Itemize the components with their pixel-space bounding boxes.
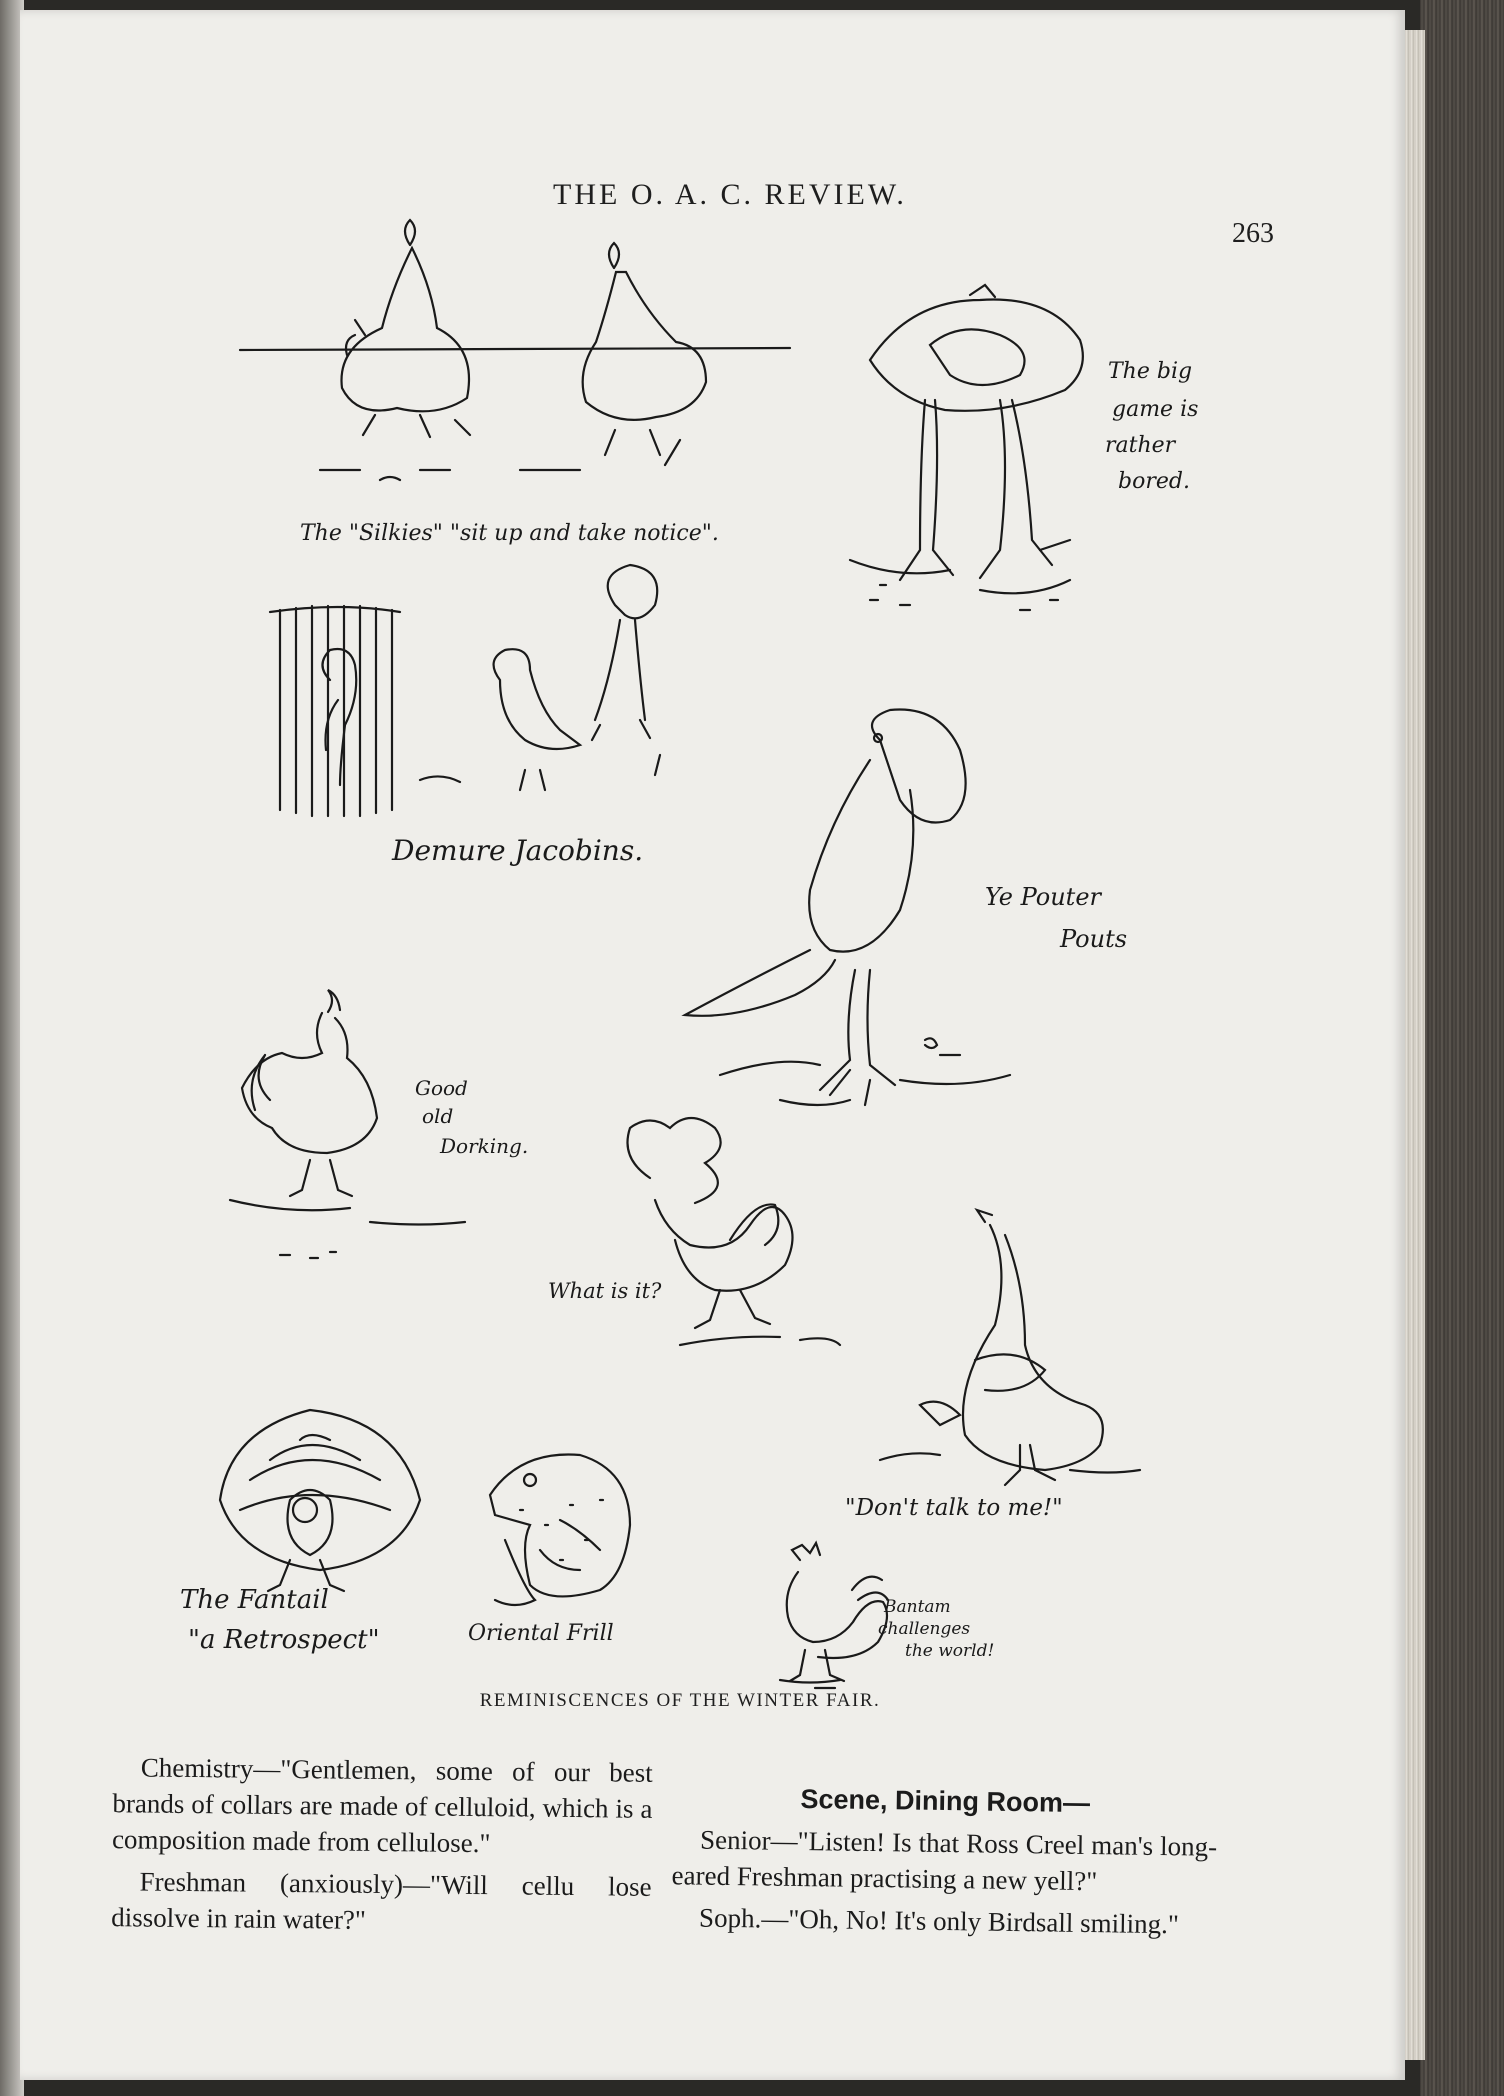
demure-jacobins-sketch [270, 565, 660, 816]
silkies-caption: The "Silkies" "sit up and take notice". [300, 521, 719, 546]
pouter-line-2: Pouts [1060, 925, 1128, 953]
bantam-caption [878, 1597, 994, 1661]
dont-talk-sketch [880, 1210, 1140, 1485]
silkies-sketch [240, 220, 790, 480]
scene-heading: Scene, Dining Room— [800, 1783, 1091, 1819]
big-game-line-3: rather [1105, 433, 1176, 458]
bantam-sketch [780, 1543, 888, 1688]
jacobins-caption: Demure Jacobins. [392, 834, 644, 867]
dorking-line-1: Good [415, 1076, 468, 1100]
dorking-line-3: Dorking. [440, 1134, 529, 1158]
big-game-line-4: bored. [1118, 469, 1190, 494]
fantail-line-1: The Fantail [180, 1585, 329, 1615]
oriental-frill-caption: Oriental Frill [468, 1621, 614, 1646]
fantail-line-2: "a Retrospect" [188, 1625, 380, 1655]
big-game-sketch [850, 285, 1083, 610]
left-column [111, 1749, 653, 1941]
bantam-line-1: Bantam [884, 1597, 951, 1617]
fantail-sketch [220, 1410, 420, 1591]
pouter-sketch [685, 710, 1010, 1106]
oriental-frill-sketch [490, 1455, 630, 1606]
what-is-it-caption: What is it? [548, 1279, 662, 1303]
figure-caption: REMINISCENCES OF THE WINTER FAIR. [479, 1690, 881, 1711]
freshman-paragraph: Freshman (anxiously)—"Will cellu lose dissolve in rain water?" [111, 1866, 652, 1935]
bantam-line-3: the world! [905, 1641, 995, 1661]
right-column [671, 1761, 1218, 1943]
big-game-line-1: The big [1108, 359, 1193, 384]
dorking-caption [415, 1076, 528, 1158]
dorking-line-2: old [422, 1104, 454, 1128]
big-game-caption [1105, 359, 1205, 494]
pouter-caption [985, 883, 1127, 953]
pouter-line-1: Ye Pouter [985, 883, 1101, 911]
soph-paragraph: Soph.—"Oh, No! It's only Birdsall smiling." [698, 1902, 1180, 1940]
running-title: THE O. A. C. REVIEW. [553, 178, 907, 211]
what-is-it-sketch [628, 1118, 841, 1345]
page-number: 263 [1232, 218, 1274, 249]
dont-talk-caption: "Don't talk to me!" [845, 1495, 1063, 1521]
senior-paragraph: Senior—"Listen! Is that Ross Creel man's long-eared Freshman practising a new yell?" [671, 1824, 1218, 1897]
big-game-line-2: game is [1112, 397, 1199, 422]
chemistry-paragraph: Chemistry—"Gentlemen, some of our best brands of collars are made of celluloid, which is a composition made from cellulose." [111, 1752, 653, 1859]
bantam-line-2: challenges [878, 1619, 971, 1639]
fantail-caption [180, 1585, 380, 1655]
